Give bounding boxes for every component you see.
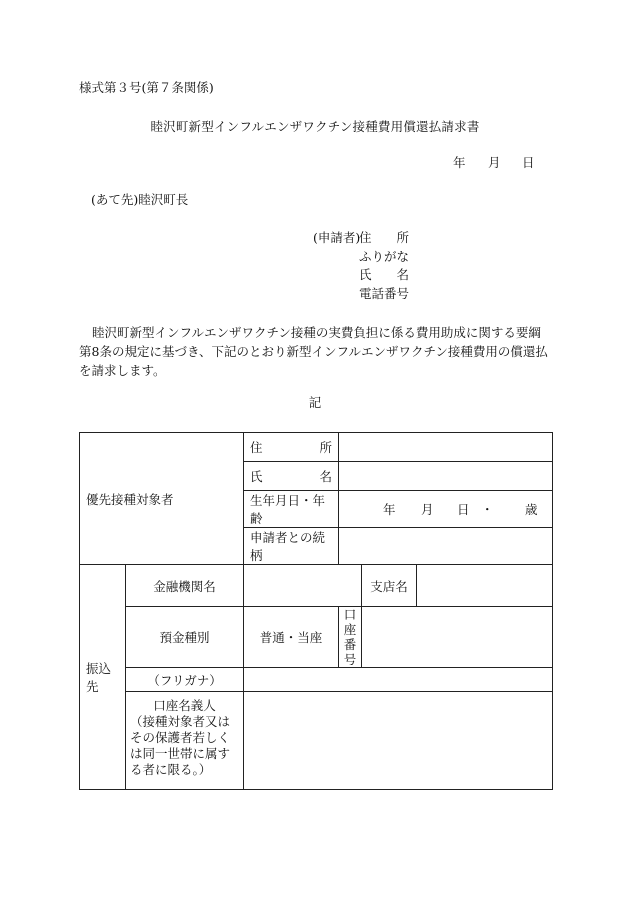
ki-heading: 記 bbox=[308, 395, 322, 410]
addressee: (あて先)睦沢町長 bbox=[91, 192, 189, 207]
name-field[interactable] bbox=[339, 462, 553, 491]
dob-label: 生年月日・年齢 bbox=[244, 491, 339, 528]
applicant-address-label: 住 所 bbox=[359, 230, 410, 245]
deposit-type-value[interactable]: 普通・当座 bbox=[244, 607, 339, 668]
branch-field[interactable] bbox=[417, 565, 553, 607]
bank-field[interactable] bbox=[244, 565, 362, 607]
dob-month: 月 bbox=[421, 502, 434, 517]
name-label: 氏 名 bbox=[244, 462, 339, 491]
request-table bbox=[79, 432, 553, 790]
account-number-label: 口座 番号 bbox=[339, 607, 362, 668]
relation-field[interactable] bbox=[339, 528, 553, 565]
dob-separator: ・ bbox=[481, 502, 494, 517]
date-day: 日 bbox=[522, 155, 535, 170]
dob-day: 日 bbox=[457, 502, 470, 517]
body-paragraph: 睦沢町新型インフルエンザワクチン接種の実費負担に係る費用助成に関する要綱第8条の規定に基づき、下記のとおり新型インフルエンザワクチン接種費用の償還払を請求します。 bbox=[79, 325, 548, 378]
furigana-label: （フリガナ） bbox=[126, 668, 244, 692]
relation-label: 申請者との続柄 bbox=[244, 528, 339, 565]
dob-age: 歳 bbox=[525, 502, 538, 517]
branch-label: 支店名 bbox=[362, 565, 417, 607]
bank-label: 金融機関名 bbox=[126, 565, 244, 607]
applicant-label: (申請者) bbox=[313, 230, 361, 245]
date-month: 月 bbox=[488, 155, 501, 170]
account-holder-field[interactable] bbox=[244, 692, 553, 790]
account-holder-cell bbox=[126, 692, 244, 790]
deposit-type-label: 預金種別 bbox=[126, 607, 244, 668]
transfer-header: 振込先 bbox=[80, 565, 126, 790]
applicant-name-label: 氏 名 bbox=[359, 267, 410, 282]
account-holder-note: （接種対象者又はその保護者若しくは同一世帯に属する者に限る。） bbox=[130, 714, 231, 777]
date-year: 年 bbox=[453, 155, 466, 170]
address-label: 住 所 bbox=[244, 433, 339, 462]
account-number-field[interactable] bbox=[362, 607, 553, 668]
applicant-phone-label: 電話番号 bbox=[359, 286, 410, 301]
applicant-furigana-label: ふりがな bbox=[359, 249, 410, 264]
address-field[interactable] bbox=[339, 433, 553, 462]
furigana-field[interactable] bbox=[244, 668, 553, 692]
dob-year: 年 bbox=[383, 502, 396, 517]
document-title: 睦沢町新型インフルエンザワクチン接種費用償還払請求書 bbox=[150, 119, 480, 134]
target-header: 優先接種対象者 bbox=[80, 433, 244, 565]
dob-field[interactable] bbox=[339, 491, 553, 528]
account-holder-label: 口座名義人 bbox=[153, 698, 216, 713]
form-number: 様式第３号(第７条関係) bbox=[79, 80, 214, 95]
